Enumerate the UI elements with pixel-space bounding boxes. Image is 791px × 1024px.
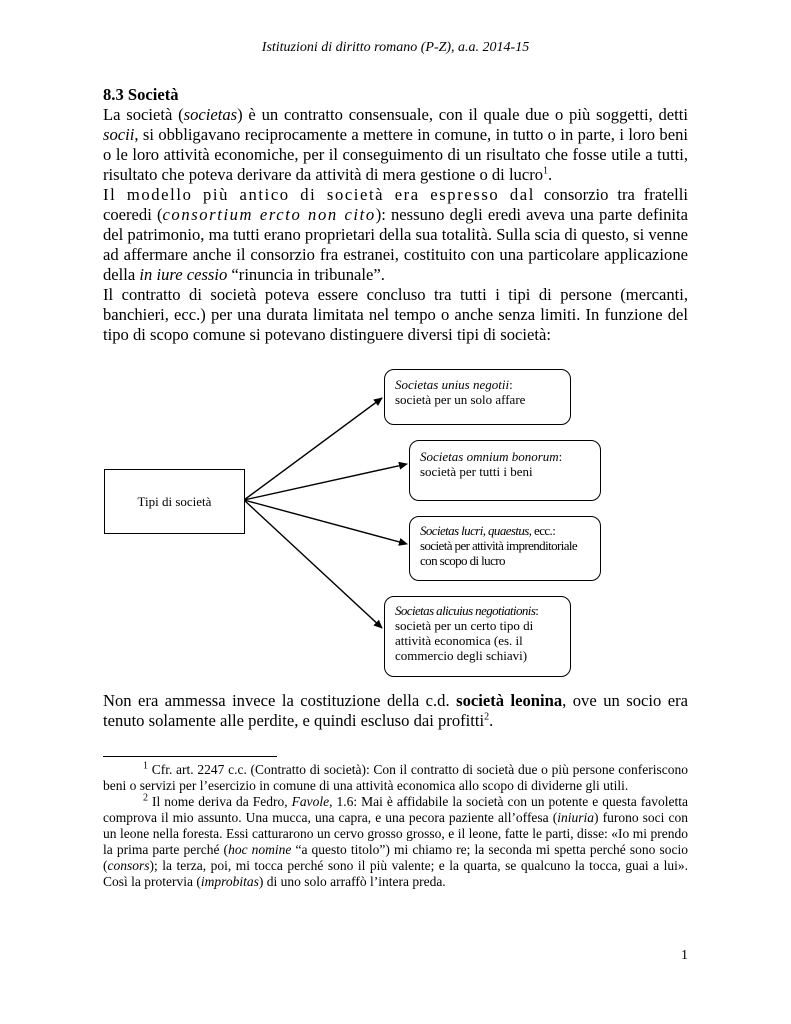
arrow-to-unius-negotii: [244, 398, 382, 500]
paragraph-definition: La società (societas) è un contratto consensuale, con il quale due o più soggetti, detti socii, si obbligavano reciprocamente a mettere in comune, in tutto o in parte, i loro beni o le loro attività economiche, per il conseguimento di un risultato che fosse utile a tutti, risultato che poteva derivare da attività di mera gestione o di lucro$^1$.: [103, 105, 688, 184]
type-desc: società per un certo tipo di attività economica (es. il commercio degli schiavi): [395, 618, 534, 663]
footnote-ref-2[interactable]: 2: [484, 711, 490, 723]
type-desc: società per attività imprenditoriale con scopo di lucro: [420, 538, 578, 568]
type-title: Societas lucri, quaestus,: [420, 523, 532, 538]
type-title: Societas unius negotii: [395, 377, 510, 392]
arrow-to-lucri-quaestus: [244, 500, 407, 544]
footnotes: [103, 762, 688, 890]
running-header: Istituzioni di diritto romano (P-Z), a.a. 2014-15: [261, 40, 530, 55]
root-label: Tipi di società: [137, 494, 212, 509]
type-box-alicuius-negotiationis: Societas alicuius negotiationis: società per un certo tipo di attività economica (es. il commercio degli schiavi): [384, 596, 571, 677]
footnote-ref-1[interactable]: 1: [543, 165, 549, 177]
footnote-1: $^1$ Cfr. art. 2247 c.c. (Contratto di società): Con il contratto di società due o più persone conferiscono beni o servizi per l’esercizio in comune di una attività economica allo scopo di dividerne gli utili.: [103, 760, 688, 793]
arrow-to-alicuius-negotiationis: [244, 500, 382, 628]
paragraph-types-intro: Il contratto di società poteva essere concluso tra tutti i tipi di persone (mercanti, banchieri, ecc.) per una durata limitata nel tempo o anche senza limiti. In funzione del tipo di scopo comune si potevano distinguere diversi tipi di società:: [103, 285, 688, 344]
main-text: [103, 85, 688, 345]
type-desc: società per tutti i beni: [420, 464, 533, 479]
paragraph-leonina: Non era ammessa invece la costituzione della c.d. società leonina, ove un socio era tenuto solamente alle perdite, e quindi escluso dai profitti$^2$.: [103, 691, 689, 730]
paragraph-history: Il modello più antico di società era espresso dal consorzio tra fratelli coeredi (consortium ercto non cito): nessuno degli eredi aveva una parte definita del patrimonio, ma tutti erano proprietari della sua totalità. Sulla scia di questo, si venne ad affermare anche il consorzio fra estranei, costituito con una particolare applicazione della in iure cessio “rinuncia in tribunale”.: [103, 185, 688, 284]
type-desc: società per un solo affare: [395, 392, 526, 407]
footnote-2: $^2$ Il nome deriva da Fedro, Favole, 1.6: Mai è affidabile la società con un potente e questa favoletta comprova il mio assunto. Una mucca, una capra, e una pecora paziente all’offesa (iniuria) furono soci con un leone nella foresta. Essi catturarono un cervo grosso grosso, e il leone, fatte le parti, disse: «Io mi prendo la prima parte perché (hoc nomine “a questo titolo”) mi chiamo re; la seconda mi spetta perché sono socio (consors); la terza, poi, mi tocca perché sono il più valente; e la quarta, se qualcuno la tocca, guai a lui». Così la protervia (improbitas) di uno solo arraffò l’intera preda.: [103, 792, 688, 889]
arrow-to-omnium-bonorum: [244, 464, 407, 500]
type-box-lucri-quaestus: Societas lucri, quaestus, ecc.: società per attività imprenditoriale con scopo di lucro: [409, 516, 601, 581]
term-societa-leonina: società leonina: [456, 691, 563, 710]
type-box-omnium-bonorum: Societas omnium bonorum: società per tutti i beni: [409, 440, 601, 501]
type-title: Societas omnium bonorum: [420, 449, 559, 464]
type-title: Societas alicuius negotiationis: [395, 603, 536, 618]
root-box: [104, 469, 245, 534]
footnote-separator: [103, 756, 277, 757]
type-box-unius-negotii: Societas unius negotii: società per un solo affare: [384, 369, 571, 425]
page-number: 1: [681, 948, 688, 963]
section-title: 8.3 Società: [103, 85, 179, 104]
